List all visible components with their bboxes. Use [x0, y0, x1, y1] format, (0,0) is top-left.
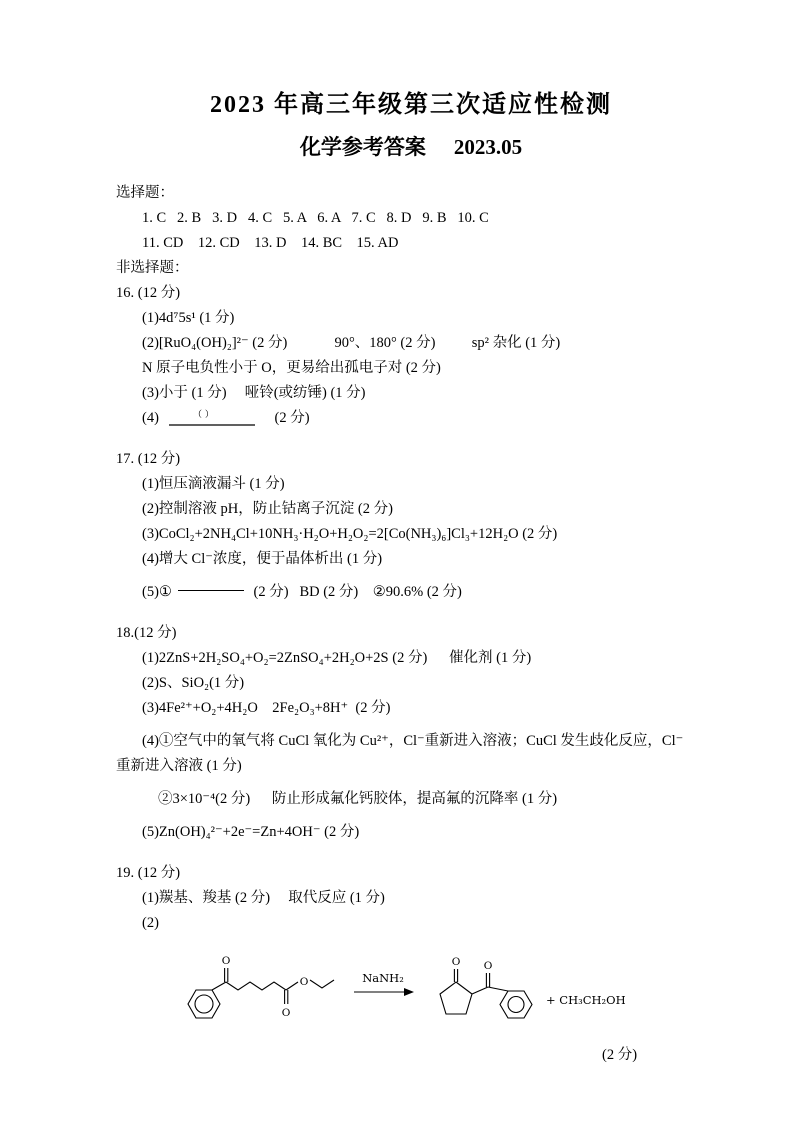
reaction-scheme [174, 940, 654, 1044]
q19-answer-2-score: (2 分) [602, 1047, 638, 1063]
subtitle-text: 化学参考答案 [299, 135, 426, 159]
arrow-head-icon [404, 988, 414, 996]
q17-answer-3: (3)CoCl₂+2NH₄Cl+10NH₃·H₂O+H₂O₂=2[Co(NH₃)₆]Cl₃+12H₂O (2 分) [142, 526, 558, 542]
oxygen-label: O [281, 1007, 291, 1019]
q16-answer-4-score: (2 分) [270, 410, 310, 426]
q18-heading: 18.(12 分) [116, 625, 177, 641]
orbital-diagram [167, 407, 263, 431]
oxygen-label: O [221, 955, 231, 967]
choice-section-heading: 选择题： [116, 185, 174, 201]
non-choice-section-heading: 非选择题： [116, 260, 189, 276]
byproduct-label: + CH₃CH₂OH [546, 993, 626, 1007]
q18-answer-1: (1)2ZnS+2H₂SO₄+O₂=2ZnSO₄+2H₂O+2S (2 分) 催化剂 (1 分) [142, 650, 532, 666]
oxygen-label: O [299, 976, 309, 988]
fill-in-blank-line [178, 576, 244, 592]
q17-answer-4: (4)增大 Cl⁻浓度，便于晶体析出 (1 分) [142, 551, 383, 567]
q17-heading: 17. (12 分) [116, 451, 181, 467]
q16-answer-2b: N 原子电负性小于 O，更易给出孤电子对 (2 分) [142, 360, 441, 376]
q17-answer-5-prefix: (5)① [142, 584, 172, 600]
q17-answer-2: (2)控制溶液 pH，防止钴离子沉淀 (2 分) [142, 501, 393, 517]
q16-answer-1: (1)4d⁷5s¹ (1 分) [142, 310, 235, 326]
q17-answer-5 [116, 580, 706, 605]
reagent-label: NaNH₂ [362, 971, 404, 985]
cyclopentanone-ring [440, 982, 472, 1014]
q16-answer-3: (3)小于 (1 分) 哑铃(或纺锤) (1 分) [142, 385, 366, 401]
choice-answers-row1: 1. C 2. B 3. D 4. C 5. A 6. A 7. C 8. D 9. B 10. C [142, 210, 489, 226]
q18-answer-4c: ②3×10⁻⁴(2 分) 防止形成氟化钙胶体，提高氟的沉降率 (1 分) [158, 791, 558, 807]
orbital-diagram-mark: （ ） [192, 409, 214, 420]
benzene-ring-right [500, 991, 532, 1018]
q19-reaction-block [116, 940, 706, 1068]
choice-answers-row2: 11. CD 12. CD 13. D 14. BC 15. AD [142, 235, 399, 251]
q19-answer-2-label: (2) [142, 915, 159, 931]
q19-heading: 19. (12 分) [116, 865, 181, 881]
q17-answer-1: (1)恒压滴液漏斗 (1 分) [142, 476, 285, 492]
q18-answer-5: (5)Zn(OH)₄²⁻+2e⁻=Zn+4OH⁻ (2 分) [142, 824, 360, 840]
q16-answer-4 [116, 406, 706, 431]
q19-answer-1: (1)羰基、羧基 (2 分) 取代反应 (1 分) [142, 890, 385, 906]
q16-answer-2: (2)[RuO₄(OH)₂]²⁻ (2 分) 90°、180° (2 分) sp² 杂化 (1 分) [142, 335, 561, 351]
q18-answer-4b: 重新进入溶液 (1 分) [116, 758, 242, 774]
oxygen-label: O [483, 960, 493, 972]
q16-heading: 16. (12 分) [116, 285, 181, 301]
page-title: 2023 年高三年级第三次适应性检测 [210, 92, 612, 118]
q18-answer-2: (2)S、SiO₂(1 分) [142, 675, 245, 691]
q17-answer-5-rest: (2 分) BD (2 分) ②90.6% (2 分) [249, 584, 462, 600]
benzene-ring-left [188, 990, 220, 1018]
q16-answer-4-prefix: (4) [142, 410, 159, 426]
page-subtitle [116, 131, 706, 161]
q18-answer-4a: (4)①空气中的氧气将 CuCl 氧化为 Cu²⁺，Cl⁻重新进入溶液；CuCl 发生歧化反应，Cl⁻ [142, 733, 684, 749]
q18-answer-3: (3)4Fe²⁺+O₂+4H₂O 2Fe₂O₃+8H⁺ (2 分) [142, 700, 391, 716]
oxygen-label: O [451, 956, 461, 968]
subtitle-date: 2023.05 [453, 135, 523, 159]
